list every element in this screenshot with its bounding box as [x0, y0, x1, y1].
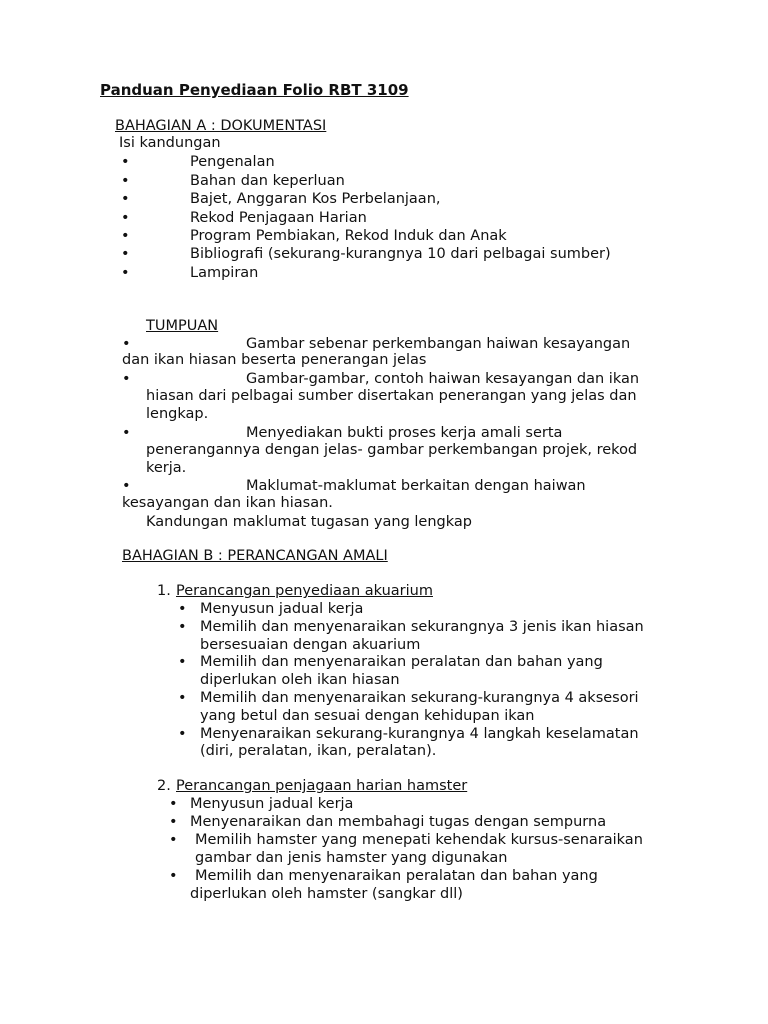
- bullet: •: [122, 371, 131, 387]
- bullet: •: [178, 654, 187, 670]
- list-item: Bibliografi (sekurang-kurangnya 10 dari pelbagai sumber): [190, 246, 611, 262]
- document-title: Panduan Penyediaan Folio RBT 3109: [100, 81, 409, 99]
- tumpuan-heading: TUMPUAN: [146, 318, 219, 334]
- bullet: •: [178, 619, 187, 635]
- list-item: bersesuaian dengan akuarium: [200, 637, 421, 653]
- bullet: •: [121, 154, 130, 170]
- tumpuan-text: Maklumat-maklumat berkaitan dengan haiwan: [246, 478, 586, 494]
- bullet: •: [121, 173, 130, 189]
- list-item: Memilih dan menyenaraikan peralatan dan bahan yang: [200, 654, 603, 670]
- tumpuan-text: Gambar-gambar, contoh haiwan kesayangan dan ikan: [246, 371, 640, 387]
- bullet: •: [121, 228, 130, 244]
- tumpuan-text: dan ikan hiasan beserta penerangan jelas: [122, 352, 427, 368]
- section-b-heading: BAHAGIAN B : PERANCANGAN AMALI: [122, 548, 388, 564]
- tumpuan-text: lengkap.: [146, 406, 209, 422]
- list-item: Memilih dan menyenaraikan peralatan dan bahan yang: [195, 868, 598, 884]
- bullet: •: [122, 336, 131, 352]
- bullet: •: [169, 814, 178, 830]
- part-number: 1.: [157, 583, 171, 599]
- list-item: diperlukan oleh ikan hiasan: [200, 672, 400, 688]
- list-item: gambar dan jenis hamster yang digunakan: [195, 850, 508, 866]
- tumpuan-text: kesayangan dan ikan hiasan.: [122, 495, 333, 511]
- list-item: Bahan dan keperluan: [190, 173, 345, 189]
- list-item: Memilih dan menyenaraikan sekurangnya 3 jenis ikan hiasan: [200, 619, 644, 635]
- list-item: Bajet, Anggaran Kos Perbelanjaan,: [190, 191, 441, 207]
- part2-title: Perancangan penjagaan harian hamster: [176, 778, 468, 794]
- list-item: Pengenalan: [190, 154, 275, 170]
- list-item: yang betul dan sesuai dengan kehidupan ikan: [200, 708, 535, 724]
- list-item: Memilih dan menyenaraikan sekurang-kurangnya 4 aksesori: [200, 690, 639, 706]
- tumpuan-text: penerangannya dengan jelas- gambar perkembangan projek, rekod: [146, 442, 638, 458]
- list-item: Program Pembiakan, Rekod Induk dan Anak: [190, 228, 507, 244]
- bullet: •: [121, 210, 130, 226]
- contents-label: Isi kandungan: [119, 135, 221, 151]
- tumpuan-text: hiasan dari pelbagai sumber disertakan penerangan yang jelas dan: [146, 388, 637, 404]
- list-item: Lampiran: [190, 265, 259, 281]
- bullet: •: [121, 246, 130, 262]
- list-item: Rekod Penjagaan Harian: [190, 210, 367, 226]
- bullet: •: [122, 425, 131, 441]
- section-a-heading: BAHAGIAN A : DOKUMENTASI: [115, 118, 327, 134]
- bullet: •: [178, 726, 187, 742]
- tumpuan-text: Menyediakan bukti proses kerja amali serta: [246, 425, 563, 441]
- list-item: (diri, peralatan, ikan, peralatan).: [200, 743, 437, 759]
- bullet: •: [122, 478, 131, 494]
- part1-title: Perancangan penyediaan akuarium: [176, 583, 433, 599]
- bullet: •: [121, 265, 130, 281]
- list-item: Menyusun jadual kerja: [190, 796, 354, 812]
- list-item: Menyusun jadual kerja: [200, 601, 364, 617]
- list-item: Memilih hamster yang menepati kehendak kursus-senaraikan: [195, 832, 643, 848]
- bullet: •: [178, 690, 187, 706]
- list-item: Menyenaraikan dan membahagi tugas dengan sempurna: [190, 814, 607, 830]
- list-item: Menyenaraikan sekurang-kurangnya 4 langkah keselamatan: [200, 726, 639, 742]
- bullet: •: [121, 191, 130, 207]
- tumpuan-text: Gambar sebenar perkembangan haiwan kesayangan: [246, 336, 631, 352]
- bullet: •: [169, 832, 178, 848]
- bullet: •: [169, 796, 178, 812]
- list-item: diperlukan oleh hamster (sangkar dll): [190, 886, 463, 902]
- tumpuan-text: kerja.: [146, 460, 187, 476]
- tumpuan-closing: Kandungan maklumat tugasan yang lengkap: [146, 514, 472, 530]
- bullet: •: [178, 601, 187, 617]
- bullet: •: [169, 868, 178, 884]
- part-number: 2.: [157, 778, 171, 794]
